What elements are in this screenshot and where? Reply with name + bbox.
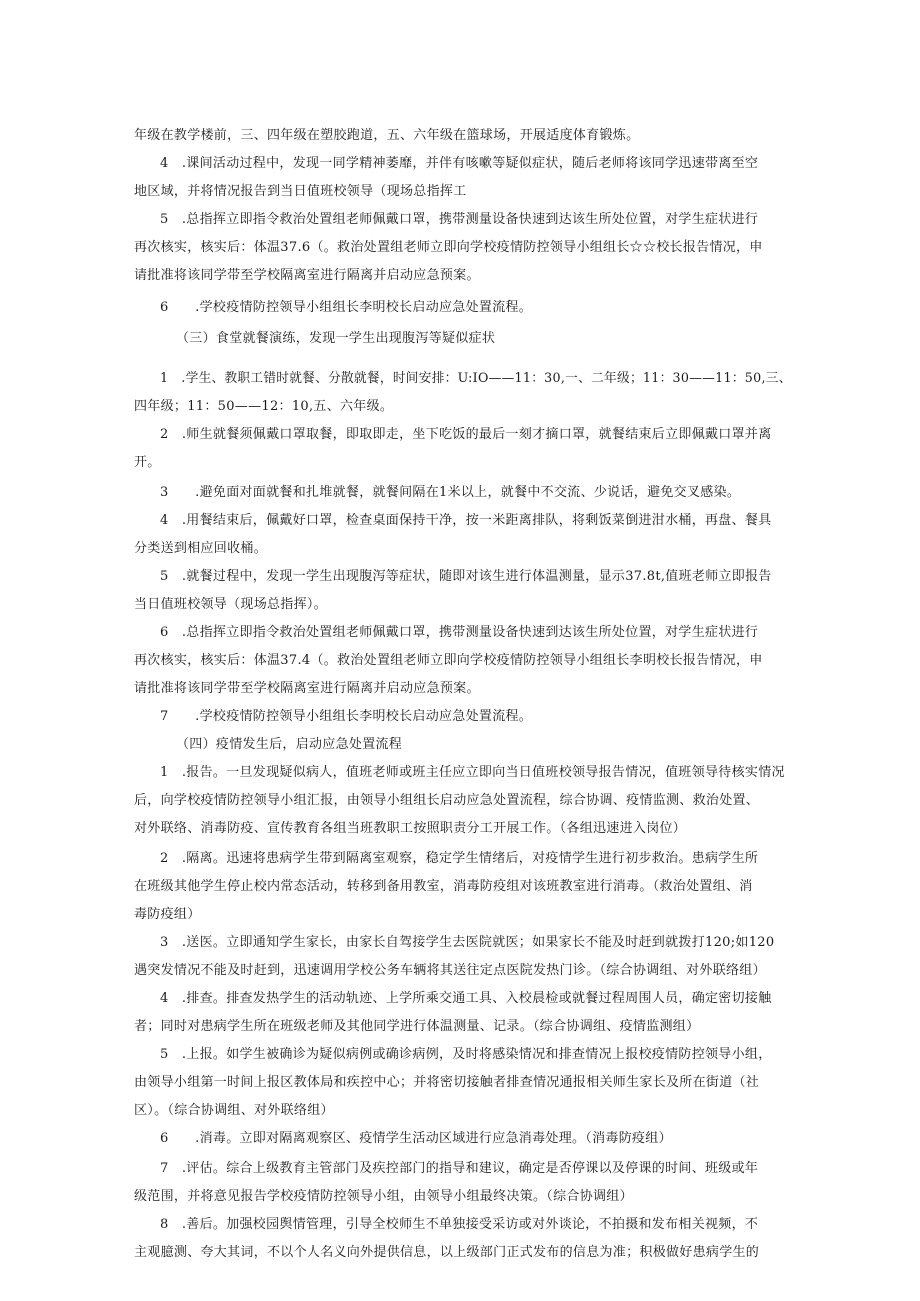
text-line: 分类送到相应回收桶。 xyxy=(134,541,268,556)
text-line: 四年级；11：50——12：10,五、六年级。 xyxy=(134,399,394,414)
text-line: 毒防疫组） xyxy=(134,907,201,922)
text-line: 由领导小组第一时间上报区教体局和疾控中心；并将密切接触者排查情况通报相关师生家长及所在街道（社 xyxy=(134,1075,760,1090)
text-line: 4 .用餐结束后，佩戴好口罩，检查桌面保持干净，按一米距离排队，将剩饭菜倒进泔水桶，再盘、餐具 xyxy=(160,513,772,528)
text-line: 3 .避免面对面就餐和扎堆就餐，就餐间隔在1米以上，就餐中不交流、少说话，避免交叉感染。 xyxy=(160,485,741,500)
text-line: 开。 xyxy=(134,455,161,470)
section-heading: （四）疫情发生后，启动应急处置流程 xyxy=(176,737,403,752)
text-line: 区）。（综合协调组、对外联络组） xyxy=(134,1103,334,1118)
text-line: 6 .消毒。立即对隔离观察区、疫情学生活动区域进行应急消毒处理。（消毒防疫组） xyxy=(160,1131,672,1146)
text-line: 7 .评估。综合上级教育主管部门及疾控部门的指导和建议，确定是否停课以及停课的时间、班级或年 xyxy=(160,1161,759,1176)
text-line: 1 .报告。一旦发现疑似病人，值班老师或班主任应立即向当日值班校领导报告情况，值班领导待核实情况 xyxy=(160,765,785,780)
text-line: 主观臆测、夸大其词，不以个人名义向外提供信息，以上级部门正式发布的信息为准；积极做好患病学生的 xyxy=(134,1245,760,1260)
text-line: 3 .送医。立即通知学生家长，由家长自驾接学生去医院就医；如果家长不能及时赶到就拨打120;如120 xyxy=(160,935,775,950)
section-heading: （三）食堂就餐演练，发现一学生出现腹泻等疑似症状 xyxy=(176,331,496,346)
text-line: 请批准将该同学带至学校隔离室进行隔离并启动应急预案。 xyxy=(134,681,480,696)
text-line: 5 .上报。如学生被确诊为疑似病例或确诊病例，及时将感染情况和排查情况上报校疫情防控领导小组， xyxy=(160,1047,772,1062)
text-line: 当日值班校领导（现场总指挥）。 xyxy=(134,597,328,612)
text-line: 年级在教学楼前，三、四年级在塑胶跑道，五、六年级在篮球场，开展适度体育锻炼。 xyxy=(134,128,640,143)
text-line: 级范围，并将意见报告学校疫情防控领导小组，由领导小组最终决策。（综合协调组） xyxy=(134,1189,633,1204)
text-line: 8 .善后。加强校园舆情管理，引导全校师生不单独接受采访或对外谈论，不拍摄和发布相关视频，不 xyxy=(160,1217,759,1232)
text-line: 2 .隔离。迅速将患病学生带到隔离室观察，稳定学生情绪后，对疫情学生进行初步救治。患病学生所 xyxy=(160,851,759,866)
text-line: 1 .学生、教职工错时就餐、分散就餐，时间安排：U:IO——11：30,一、二年级；11：30——11：50,三、 xyxy=(160,371,792,386)
text-line: 地区域，并将情况报告到当日值班校领导（现场总指挥工 xyxy=(134,184,467,199)
text-line: 者；同时对患病学生所在班级老师及其他同学进行体温测量、记录。（综合协调组、疫情监测组） xyxy=(134,1019,700,1034)
text-line: 再次核实，核实后：体温37.6（。救治处置组老师立即向学校疫情防控领导小组组长☆☆校长报告情况，申 xyxy=(134,240,763,255)
text-line: 4 .课间活动过程中，发现一同学精神萎靡，并伴有咳嗽等疑似症状，随后老师将该同学迅速带离至空 xyxy=(160,156,759,171)
text-line: 5 .总指挥立即指令救治处置组老师佩戴口罩，携带测量设备快速到达该生所处位置，对学生症状进行 xyxy=(160,212,759,227)
text-line: 7 .学校疫情防控领导小组组长李明校长启动应急处置流程。 xyxy=(160,709,533,724)
text-line: 在班级其他学生停止校内常态活动，转移到备用教室，消毒防疫组对该班教室进行消毒。（救治处置组、消 xyxy=(134,879,753,894)
text-line: 后，向学校疫情防控领导小组汇报，由领导小组组长启动应急处置流程，综合协调、疫情监测、救治处置、 xyxy=(134,793,760,808)
text-line: 对外联络、消毒防疫、宣传教育各组当班教职工按照职责分工开展工作。（各组迅速进入岗位） xyxy=(134,821,687,836)
text-line: 请批准将该同学带至学校隔离室进行隔离并启动应急预案。 xyxy=(134,268,480,283)
text-line: 6 .总指挥立即指令救治处置组老师佩戴口罩，携带测量设备快速到达该生所处位置，对学生症状进行 xyxy=(160,625,759,640)
text-line: 再次核实，核实后：体温37.4（。救治处置组老师立即向学校疫情防控领导小组组长李明校长报告情况，申 xyxy=(134,653,763,668)
text-line: 4 .排查。排查发热学生的活动轨迹、上学所乘交通工具、入校晨检或就餐过程周围人员，确定密切接触 xyxy=(160,991,772,1006)
text-line: 5 .就餐过程中，发现一学生出现腹泻等症状，随即对该生进行体温测量，显示37.8t,值班老师立即报告 xyxy=(160,569,772,584)
text-line: 6 .学校疫情防控领导小组组长李明校长启动应急处置流程。 xyxy=(160,300,533,315)
text-line: 遇突发情况不能及时赶到，迅速调用学校公务车辆将其送往定点医院发热门诊。（综合协调组、对外联络组） xyxy=(134,963,766,978)
text-line: 2 .师生就餐须佩戴口罩取餐，即取即走，坐下吃饭的最后一刻才摘口罩，就餐结束后立即佩戴口罩并离 xyxy=(160,427,772,442)
